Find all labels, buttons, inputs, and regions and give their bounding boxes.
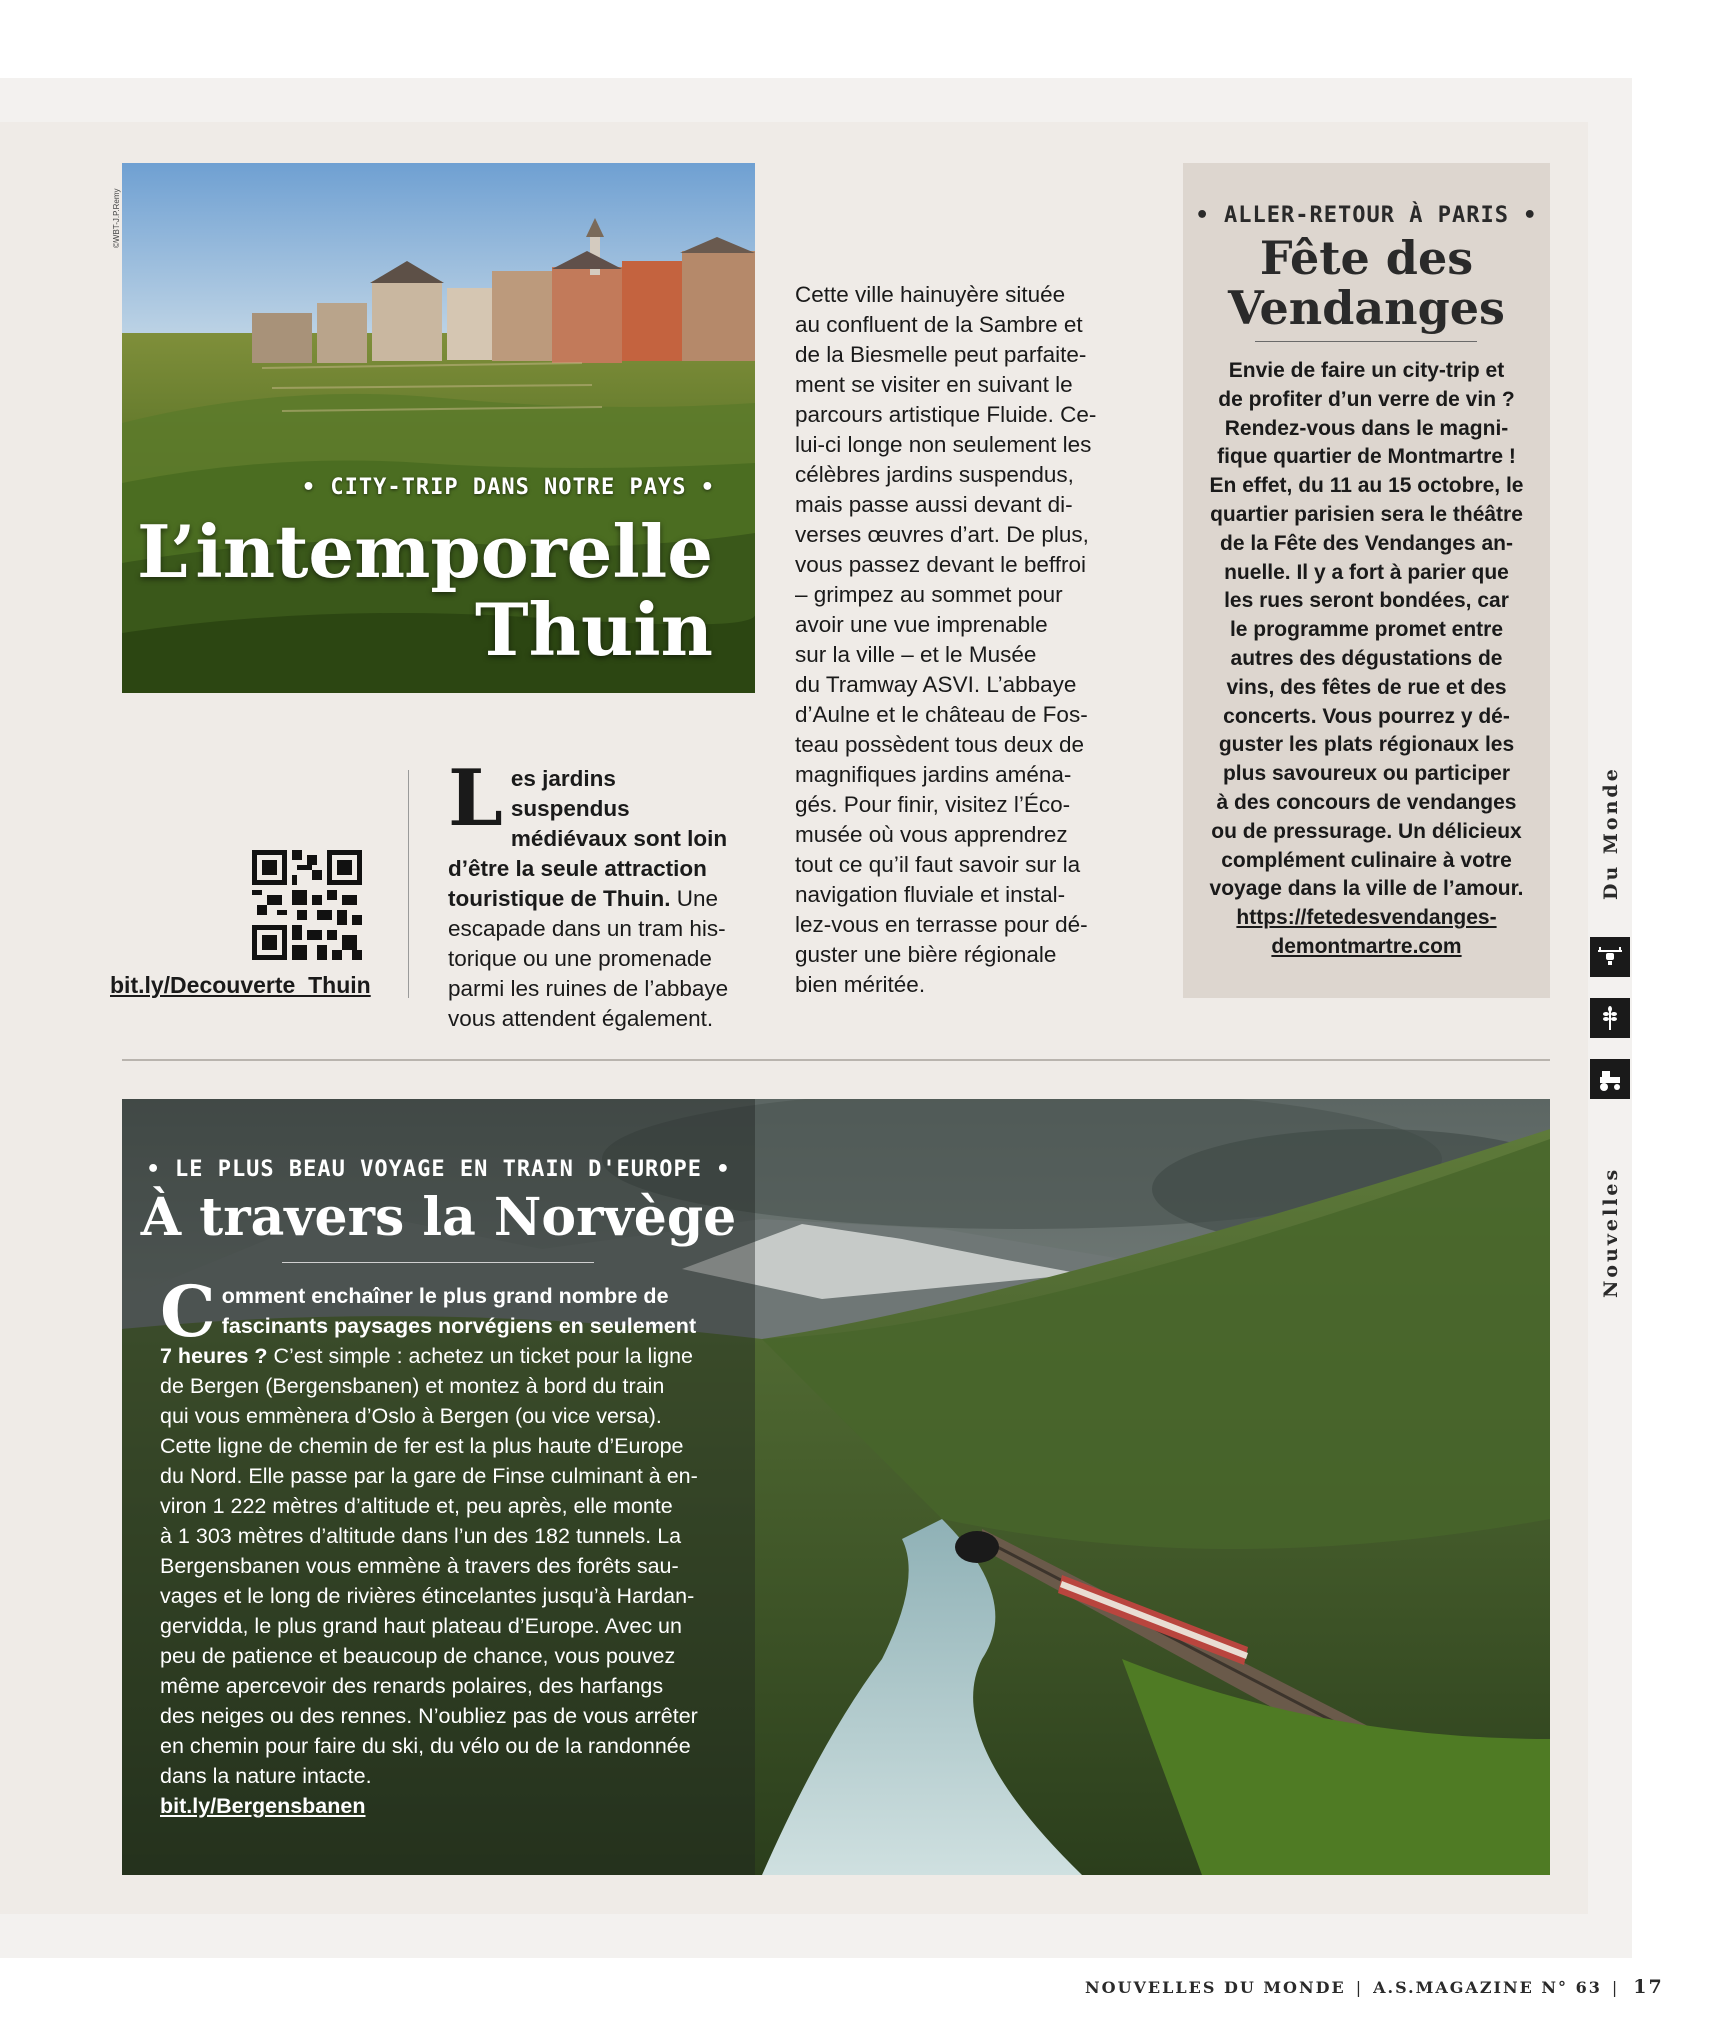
norway-section xyxy=(122,1099,1550,1875)
paris-line: à des concours de vendanges xyxy=(1216,790,1517,814)
norway-line: dans la nature intacte. xyxy=(160,1764,372,1788)
paris-title-line1: Fête des xyxy=(1259,231,1474,285)
intro-line: parmi les ruines de l’abbaye xyxy=(448,976,729,1001)
body-line: lui-ci longe non seulement les xyxy=(795,432,1092,457)
body-line: musée où vous apprendrez xyxy=(795,822,1068,847)
paris-line: de la Fête des Vendanges an- xyxy=(1220,531,1513,555)
thuin-title-line2: Thuin xyxy=(475,587,713,672)
drone-icon xyxy=(1590,937,1630,977)
footer-magazine: A.S.MAGAZINE N° 63 xyxy=(1373,1978,1602,1997)
paris-line: En effet, du 11 au 15 octobre, le xyxy=(1209,474,1524,498)
intro-line: vous attendent également. xyxy=(448,1006,714,1031)
body-line: navigation fluviale et instal- xyxy=(795,882,1066,907)
page-footer xyxy=(1085,1976,1664,1998)
paris-text xyxy=(1203,357,1530,962)
body-line: ment se visiter en suivant le xyxy=(795,372,1073,397)
paris-line: le programme promet entre xyxy=(1229,618,1504,642)
photo-credit xyxy=(96,164,120,284)
paris-line: autres des dégustations de xyxy=(1230,646,1503,670)
thuin-intro xyxy=(448,753,738,1034)
norway-line: en chemin pour faire du ski, du vélo ou de la randonnée xyxy=(160,1734,691,1758)
norway-line: du Nord. Elle passe par la gare de Finse culminant à en- xyxy=(160,1464,698,1488)
thuin-title-line1: L’intemporelle xyxy=(137,509,713,594)
norway-line: viron 1 222 mètres d’altitude et, peu après, elle monte xyxy=(160,1494,673,1518)
thuin-photo xyxy=(122,163,755,693)
paris-title-line2: Vendanges xyxy=(1228,281,1505,335)
intro-line xyxy=(448,884,738,914)
body-line: sur la ville – et le Musée xyxy=(795,642,1037,667)
norway-kicker: • LE PLUS BEAU VOYAGE EN TRAIN D'EUROPE • xyxy=(146,1157,731,1182)
intro-line: torique ou une promenade xyxy=(448,946,712,971)
body-line: tout ce qu’il faut savoir sur la xyxy=(795,852,1081,877)
intro-bold-end: touristique de Thuin. xyxy=(448,886,671,911)
paris-divider xyxy=(1255,341,1477,342)
footer-section: NOUVELLES DU MONDE xyxy=(1085,1978,1346,1997)
body-line: parcours artistique Fluide. Ce- xyxy=(795,402,1097,427)
paris-line: voyage dans la ville de l’amour. xyxy=(1209,877,1524,901)
paris-title xyxy=(1183,233,1550,333)
norway-bold-line: fascinants paysages norvégiens en seulement xyxy=(221,1314,697,1338)
body-line: lez-vous en terrasse pour dé- xyxy=(795,912,1088,937)
sidebar-label-bottom xyxy=(1598,1140,1628,1300)
body-line: d’Aulne et le château de Fos- xyxy=(795,702,1088,727)
body-line: du Tramway ASVI. L’abbaye xyxy=(795,672,1077,697)
column-divider xyxy=(408,770,409,998)
tractor-icon xyxy=(1590,1059,1630,1099)
paris-line: les rues seront bondées, car xyxy=(1224,589,1509,613)
thuin-body-column xyxy=(795,280,1115,1000)
page-number: 17 xyxy=(1633,1976,1664,1998)
norway-line: Cette ligne de chemin de fer est la plus haute d’Europe xyxy=(160,1434,684,1458)
norway-line: même apercevoir des renards polaires, des harfangs xyxy=(160,1674,664,1698)
qr-link-thuin[interactable]: bit.ly/Decouverte_Thuin xyxy=(110,972,371,998)
body-line: verses œuvres d’art. De plus, xyxy=(795,522,1089,547)
norway-line: qui vous emmènera d’Oslo à Bergen (ou vice versa). xyxy=(160,1404,662,1428)
norway-line: à 1 303 mètres d’altitude dans l’un des 182 tunnels. La xyxy=(160,1524,682,1548)
body-line: au confluent de la Sambre et xyxy=(795,312,1083,337)
section-divider xyxy=(122,1059,1550,1061)
norway-line xyxy=(160,1341,725,1371)
intro-line: escapade dans un tram his- xyxy=(448,916,726,941)
sidebar-label-top xyxy=(1598,752,1628,902)
qr-code-icon xyxy=(252,850,362,960)
paris-line: nuelle. Il y a fort à parier que xyxy=(1224,560,1509,584)
norway-text xyxy=(160,1270,725,1821)
thuin-dropcap: L xyxy=(448,753,503,844)
paris-line: Rendez-vous dans le magni- xyxy=(1224,416,1509,440)
body-line: célèbres jardins suspendus, xyxy=(795,462,1074,487)
intro-line: es jardins suspendus xyxy=(510,766,630,821)
sidebar-label-bottom-text: Nouvelles xyxy=(1600,1166,1622,1298)
body-line: bien méritée. xyxy=(795,972,926,997)
norway-title: À travers la Norvège xyxy=(140,1187,737,1248)
norway-line: Bergensbanen vous emmène à travers des forêts sau- xyxy=(160,1554,679,1578)
thuin-kicker: • CITY-TRIP DANS NOTRE PAYS • xyxy=(301,475,715,500)
paris-kicker: • ALLER-RETOUR À PARIS • xyxy=(1195,203,1538,228)
photo-credit-text: ©WBT-J.P.Remy xyxy=(112,188,121,248)
norway-line: des neiges ou des rennes. N’oubliez pas de vous arrêter xyxy=(160,1704,698,1728)
qr-code[interactable] xyxy=(252,850,362,960)
body-line: – grimpez au sommet pour xyxy=(795,582,1063,607)
body-line: gés. Pour finir, visitez l’Éco- xyxy=(795,792,1071,817)
norway-line: de Bergen (Bergensbanen) et montez à bord du train xyxy=(160,1374,665,1398)
norway-line: vages et le long de rivières étincelantes jusqu’à Hardan- xyxy=(160,1584,695,1608)
intro-line: médiévaux sont loin xyxy=(510,826,728,851)
paris-line: fique quartier de Montmartre ! xyxy=(1217,445,1516,469)
paris-line: guster les plats régionaux les xyxy=(1218,733,1515,757)
body-line: guster une bière régionale xyxy=(795,942,1057,967)
paris-line: plus savoureux ou participer xyxy=(1222,762,1511,786)
sidebar-label-top-text: Du Monde xyxy=(1600,766,1622,900)
intro-line: d’être la seule attraction xyxy=(448,856,707,881)
paris-line: quartier parisien sera le théâtre xyxy=(1210,502,1523,526)
body-line: de la Biesmelle peut parfaite- xyxy=(795,342,1087,367)
norway-line: peu de patience et beaucoup de chance, vous pouvez xyxy=(160,1644,676,1668)
footer-separator: | xyxy=(1355,1978,1364,1997)
norway-first-rest: C’est simple : achetez un ticket pour la ligne xyxy=(267,1344,693,1368)
norway-bold-tail: 7 heures ? xyxy=(160,1344,268,1368)
norway-bold-line: omment enchaîner le plus grand nombre de xyxy=(221,1284,669,1308)
norway-dropcap: C xyxy=(160,1270,216,1353)
paris-line: concerts. Vous pourrez y dé- xyxy=(1223,704,1510,728)
thuin-title xyxy=(137,509,713,672)
body-line: vous passez devant le beffroi xyxy=(795,552,1087,577)
paris-line: vins, des fêtes de rue et des xyxy=(1226,675,1507,699)
paris-link[interactable]: demontmartre.com xyxy=(1271,934,1462,958)
paris-line: de profiter d’un verre de vin ? xyxy=(1218,387,1515,411)
footer-separator: | xyxy=(1611,1978,1620,1997)
body-line: Cette ville hainuyère située xyxy=(795,282,1066,307)
body-line: teau possèdent tous deux de xyxy=(795,732,1084,757)
body-line: magnifiques jardins aména- xyxy=(795,762,1072,787)
paris-line: ou de pressurage. Un délicieux xyxy=(1211,819,1522,843)
paris-sidebox xyxy=(1183,163,1550,998)
norway-line: gervidda, le plus grand haut plateau d’Europe. Avec un xyxy=(160,1614,682,1638)
norway-link[interactable]: bit.ly/Bergensbanen xyxy=(160,1794,366,1818)
intro-rest-first: Une xyxy=(670,886,719,911)
paris-link[interactable]: https://fetedesvendanges- xyxy=(1236,906,1497,930)
body-line: mais passe aussi devant di- xyxy=(795,492,1073,517)
wheat-icon xyxy=(1590,998,1630,1038)
body-line: avoir une vue imprenable xyxy=(795,612,1048,637)
paris-line: complément culinaire à votre xyxy=(1221,848,1512,872)
norway-divider xyxy=(282,1262,594,1263)
paris-line: Envie de faire un city-trip et xyxy=(1228,359,1505,382)
